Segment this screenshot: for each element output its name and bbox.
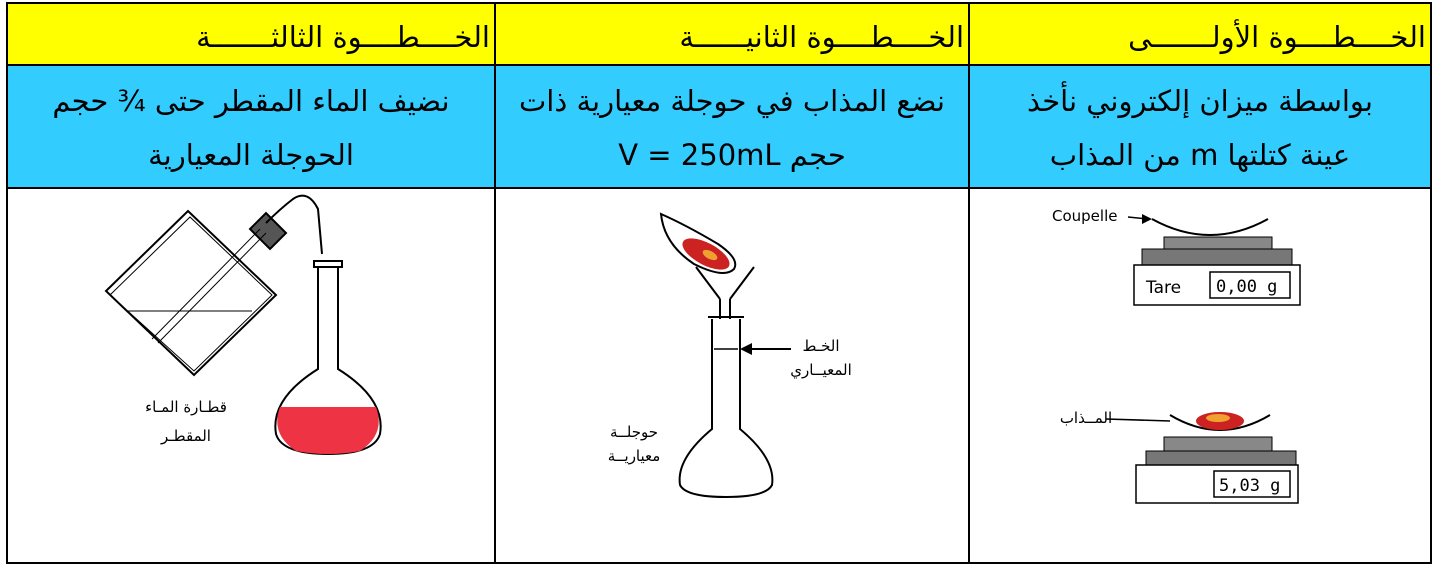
mass-reading: 5,03 g [1219,476,1281,496]
volumetric-flask-icon [275,261,380,454]
balance-mass [1060,409,1298,503]
solute-label: المــذاب [1059,409,1113,427]
spoon-icon [661,214,735,276]
step3-header [8,4,496,66]
mark-label-1: الخـط [802,337,840,355]
step3-illustration [8,189,496,562]
step1-text-line2: عينة كتلتها m من المذاب [1049,138,1351,172]
step2-text-line2: حجم V = 250mL [618,138,846,172]
funnel-icon [696,267,754,319]
arrow-right-icon [1142,214,1152,224]
wash-bottle-icon [106,196,322,375]
wash-bottle-label-2: المقطـر [161,427,211,445]
step3-header-text: الخــــطــــوة الثالثـــــــة [196,20,490,54]
step2-description [496,66,970,189]
coupelle-label: Coupelle [1052,207,1118,225]
flask-liquid [277,407,379,454]
step2-text-line1: نضع المذاب في حوجلة معيارية ذات [518,84,945,118]
step1-header-text: الخــــطــــوة الأولـــــــى [1128,20,1426,54]
flask-label-2: معياريــة [607,447,661,465]
step3-text-line1: نضيف الماء المقطر حتى ¾ حجم [52,84,450,118]
tare-reading: 0,00 g [1216,277,1278,297]
step3-description [8,66,496,189]
step2-header [496,4,970,66]
step1-drawing [970,189,1430,560]
step1-illustration [970,189,1430,562]
tare-label: Tare [1146,278,1182,298]
step3-text-line2: الحوجلة المعيارية [148,138,354,172]
step1-description [970,66,1430,189]
volumetric-flask-icon [680,317,773,497]
step2-header-text: الخــــطــــوة الثانيــــــة [679,20,964,54]
step1-header [970,4,1430,66]
balance-tare [1052,207,1300,305]
step2-illustration [496,189,970,562]
step2-drawing [496,189,968,560]
procedure-table [6,2,1432,564]
wash-bottle-label-1: قطـارة المـاء [145,398,227,416]
flask-label-1: حوجلــة [609,423,659,441]
mark-label-2: المعيــاري [790,361,852,379]
step3-drawing [8,189,494,560]
step1-text-line1: بواسطة ميزان إلكتروني نأخذ [1026,84,1373,118]
arrow-left-icon [740,343,791,355]
coupelle-icon [1152,219,1268,235]
